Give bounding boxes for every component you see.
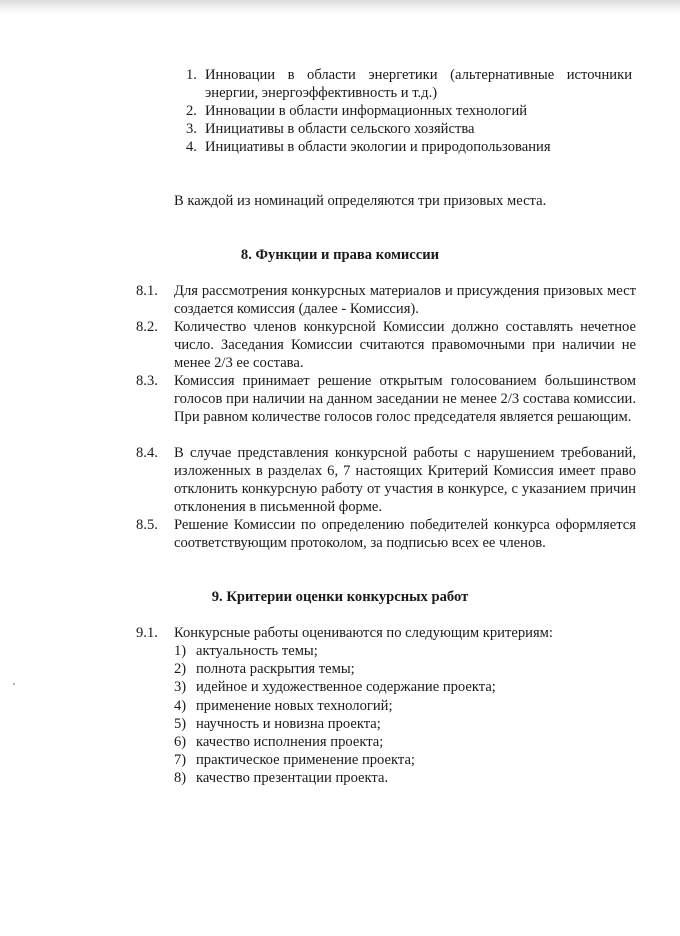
criterion-text: полнота раскрытия темы; bbox=[196, 661, 355, 678]
criterion-number: 3) bbox=[174, 679, 187, 696]
list-number: 2. bbox=[186, 103, 197, 119]
list-text: Инициативы в области сельского хозяйства bbox=[205, 121, 475, 137]
list-number: 1. bbox=[186, 67, 197, 83]
list-item bbox=[174, 769, 614, 787]
clause-9-1 bbox=[136, 624, 636, 642]
criterion-number: 8) bbox=[174, 770, 187, 787]
section-9-title: 9. Критерии оценки конкурсных работ bbox=[211, 589, 469, 605]
nominations-note: В каждой из номинаций определяются три призовых места. bbox=[174, 193, 547, 209]
clause-number: 8.5. bbox=[136, 517, 158, 533]
criterion-text: научность и новизна проекта; bbox=[196, 715, 381, 732]
criterion-text: качество исполнения проекта; bbox=[196, 733, 384, 750]
clause-number: 9.1. bbox=[136, 625, 158, 641]
section-8-title: 8. Функции и права комиссии bbox=[240, 247, 440, 263]
list-text: Инициативы в области экологии и природопользования bbox=[205, 139, 551, 155]
criterion-number: 7) bbox=[174, 752, 187, 769]
criterion-text: применение новых технологий; bbox=[196, 697, 393, 714]
clause-8-3 bbox=[136, 372, 636, 426]
clause-8-1 bbox=[136, 282, 636, 318]
list-item bbox=[174, 715, 614, 733]
clause-text: Для рассмотрения конкурсных материалов и присуждения призовых мест создается комиссия (далее - Комиссия). bbox=[174, 283, 636, 317]
list-item bbox=[186, 66, 632, 102]
list-number: 4. bbox=[186, 139, 197, 155]
clause-text: Конкурсные работы оцениваются по следующим критериям: bbox=[174, 625, 553, 641]
criterion-text: идейное и художественное содержание проекта; bbox=[196, 679, 496, 696]
criterion-number: 6) bbox=[174, 733, 187, 750]
list-item bbox=[186, 120, 632, 138]
criterion-number: 5) bbox=[174, 715, 187, 732]
list-item bbox=[174, 697, 614, 715]
nominations-list bbox=[186, 66, 632, 156]
list-text: Инновации в области энергетики (альтернативные источники энергии, энергоэффективность и т.д.) bbox=[205, 67, 632, 101]
clause-text: Решение Комиссии по определению победителей конкурса оформляется соответствующим протоколом, за подписью всех ее членов. bbox=[174, 517, 636, 551]
criterion-number: 1) bbox=[174, 643, 187, 659]
clause-text: Количество членов конкурсной Комиссии должно составлять нечетное число. Заседания Комиссии считаются правомочными при наличии не менее 2/3 ее состава. bbox=[174, 319, 636, 371]
criterion-text: актуальность темы; bbox=[196, 643, 318, 659]
criterion-text: качество презентации проекта. bbox=[196, 770, 389, 787]
criterion-number: 2) bbox=[174, 661, 187, 678]
clause-8-4 bbox=[136, 444, 636, 516]
list-text: Инновации в области информационных технологий bbox=[205, 103, 528, 119]
criteria-list bbox=[174, 642, 614, 788]
list-number: 3. bbox=[186, 121, 197, 137]
list-item bbox=[174, 678, 614, 696]
clause-number: 8.1. bbox=[136, 283, 158, 299]
criterion-text: практическое применение проекта; bbox=[196, 752, 415, 769]
clause-number: 8.2. bbox=[136, 319, 158, 335]
clause-number: 8.3. bbox=[136, 373, 158, 389]
list-item bbox=[174, 733, 614, 751]
criterion-number: 4) bbox=[174, 697, 187, 714]
list-item bbox=[174, 642, 614, 660]
scan-speck bbox=[13, 683, 15, 685]
clause-8-2 bbox=[136, 318, 636, 372]
list-item bbox=[174, 660, 614, 678]
clause-8-5 bbox=[136, 516, 636, 552]
clause-text: В случае представления конкурсной работы с нарушением требований, изложенных в разделах 6, 7 настоящих Критерий Комиссия имеет право отклонить конкурсную работу от участия в конкурсе, с указанием причин отклонения в письменной форме. bbox=[174, 445, 636, 515]
list-item bbox=[174, 751, 614, 769]
scan-top-edge bbox=[0, 0, 680, 14]
list-item bbox=[186, 102, 632, 120]
clause-number: 8.4. bbox=[136, 445, 158, 461]
clause-text: Комиссия принимает решение открытым голосованием большинством голосов при наличии на данном заседании не менее 2/3 состава комиссии. При равном количестве голосов голос председателя является решающим. bbox=[174, 373, 636, 425]
list-item bbox=[186, 138, 632, 156]
